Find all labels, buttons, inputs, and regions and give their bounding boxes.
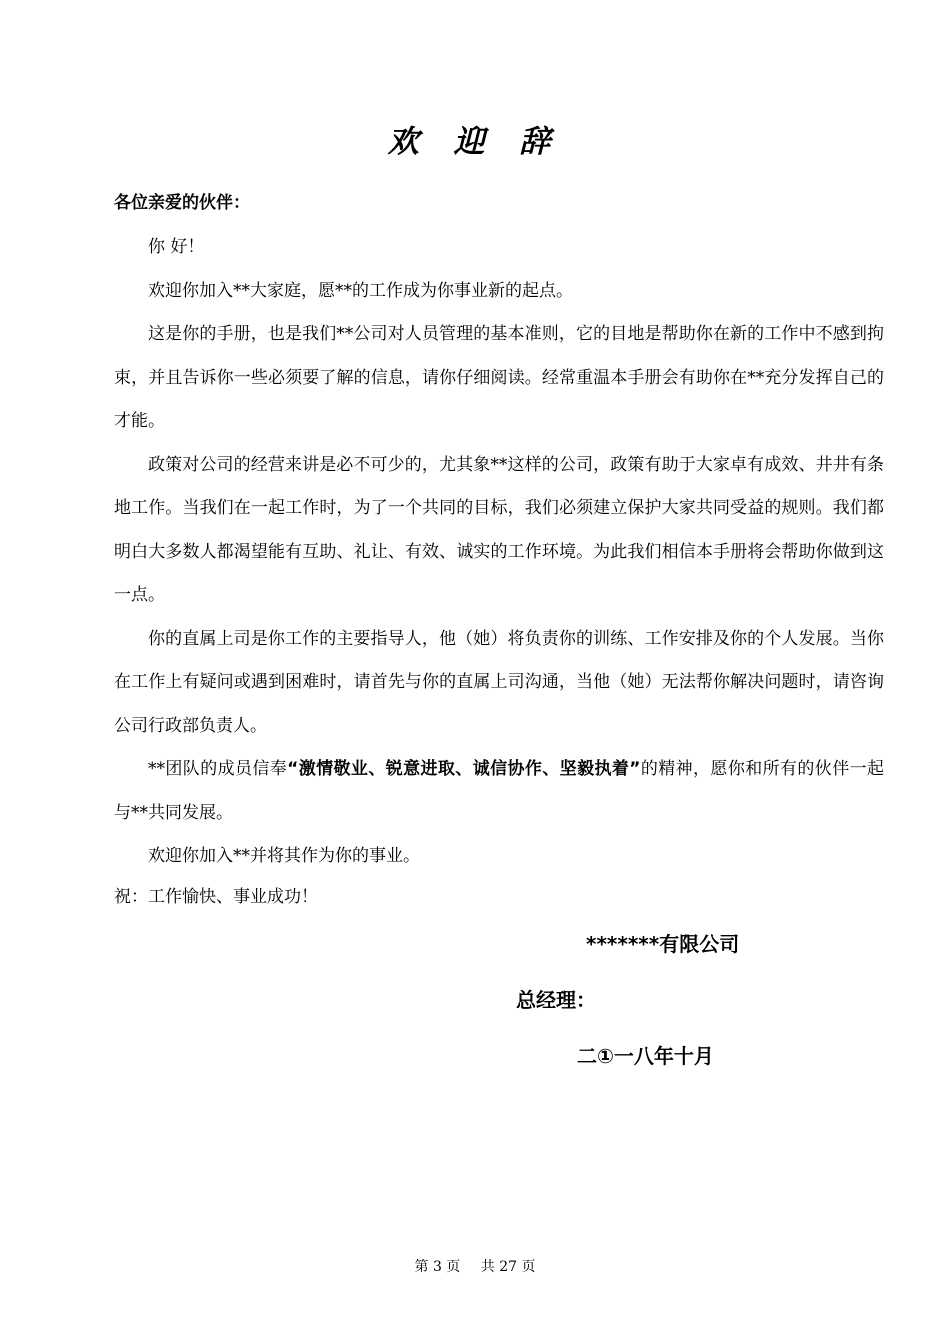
paragraph-greeting: 你 好！ [148, 237, 205, 257]
closing-wish: 祝：工作愉快、事业成功！ [114, 887, 318, 907]
paragraph-team-spirit [114, 748, 884, 835]
paragraph-supervisor: 你的直属上司是你工作的主要指导人，他（她）将负责你的训练、工作安排及你的个人发展。当你在工作上有疑问或遇到困难时，请首先与你的直属上司沟通，当他（她）无法帮你解决问题时，请咨询公司行政部负责人。 [114, 628, 884, 736]
page-number: 第 3 页 [414, 1259, 461, 1275]
signature-date: 二①一八年十月 [577, 1044, 714, 1068]
page-total: 共 27 页 [480, 1259, 536, 1275]
page-title: 欢 迎 辞 [387, 124, 563, 160]
signature-company: *******有限公司 [586, 932, 740, 956]
paragraph-handbook: 这是你的手册，也是我们**公司对人员管理的基本准则，它的目地是帮助你在新的工作中不感到拘束，并且告诉你一些必须要了解的信息，请你仔细阅读。经常重温本手册会有助你在**充分发挥自己的才能。 [114, 324, 884, 431]
team-spirit-outro: 的精神，愿你和所有的伙伴一起与**共同发展。 [114, 759, 884, 823]
page-footer [0, 1256, 950, 1276]
paragraph-career: 欢迎你加入**并将其作为你的事业。 [148, 846, 420, 866]
team-spirit-motto: “激情敬业、锐意进取、诚信协作、坚毅执着” [287, 759, 641, 779]
salutation: 各位亲爱的伙伴： [114, 193, 250, 213]
paragraph-welcome: 欢迎你加入**大家庭，愿**的工作成为你事业新的起点。 [148, 280, 573, 301]
team-spirit-intro: **团队的成员信奉 [148, 759, 288, 779]
signature-general-manager: 总经理： [516, 988, 596, 1012]
paragraph-policy: 政策对公司的经营来讲是必不可少的，尤其象**这样的公司，政策有助于大家卓有成效、井井有条地工作。当我们在一起工作时，为了一个共同的目标，我们必须建立保护大家共同受益的规则。我们都明白大多数人都渴望能有互助、礼让、有效、诚实的工作环境。为此我们相信本手册将会帮助你做到这一点。 [114, 454, 884, 605]
letter-body [114, 226, 884, 879]
